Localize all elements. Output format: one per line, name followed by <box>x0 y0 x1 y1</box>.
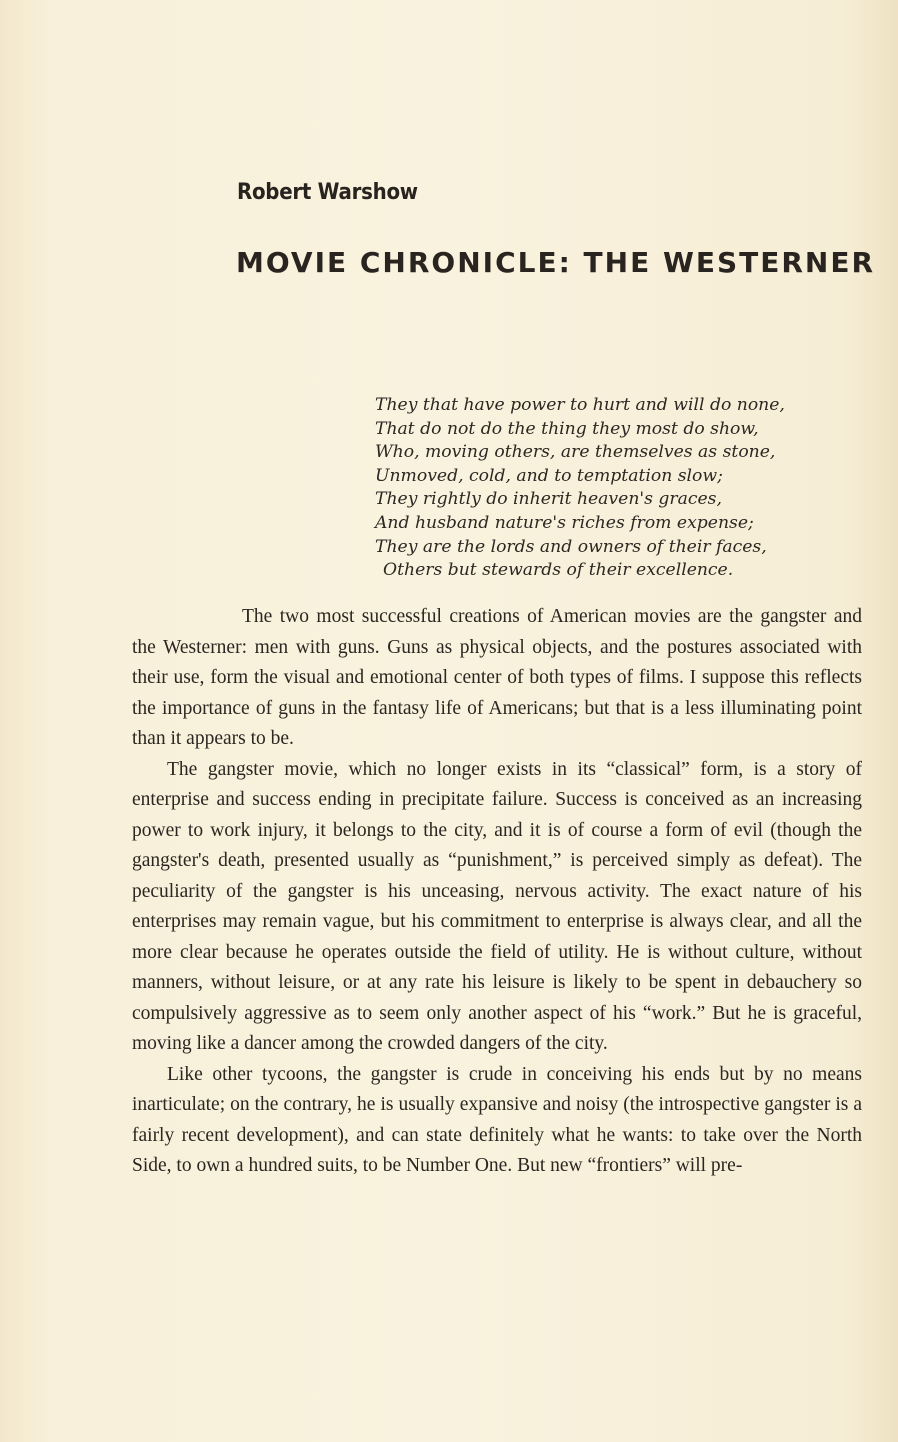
epigraph-line: Unmoved, cold, and to temptation slow; <box>375 465 723 486</box>
epigraph-line: That do not do the thing they most do show, <box>375 418 759 439</box>
epigraph <box>375 394 875 583</box>
article-title: MOVIE CHRONICLE: THE WESTERNER <box>236 246 876 279</box>
epigraph-line: Who, moving others, are themselves as stone, <box>375 442 776 463</box>
body-paragraph: The two most successful creations of American movies are the gangster and the Westerner: men with guns. Guns as physical objects, and the postures associated with their use, form the visual and emotional center of both types of films. I suppose this reflects the importance of guns in the fantasy life of Americans; but that is a less illuminating point than it appears to be. <box>132 606 862 749</box>
epigraph-line: They rightly do inherit heaven's graces, <box>375 489 722 510</box>
epigraph-line: And husband nature's riches from expense; <box>375 512 754 533</box>
epigraph-line: They that have power to hurt and will do none, <box>375 395 785 415</box>
body-text <box>132 602 862 1182</box>
author-name: Robert Warshow <box>237 180 418 205</box>
epigraph-line: Others but stewards of their excellence. <box>383 560 734 581</box>
body-paragraph: Like other tycoons, the gangster is crude in conceiving his ends but by no means inarticulate; on the contrary, he is usually expansive and noisy (the introspective gangster is a fairly recent development), and can state definitely what he wants: to take over the North Side, to own a hundred suits, to be Number One. But new “frontiers” will pre- <box>132 1063 862 1176</box>
body-paragraph: The gangster movie, which no longer exists in its “classical” form, is a story of enterprise and success ending in precipitate failure. Success is conceived as an increasing power to work injury, it belongs to the city, and it is of course a form of evil (though the gangster's death, presented usually as “punishment,” is perceived simply as defeat). The peculiarity of the gangster is his unceasing, nervous activity. The exact nature of his enterprises may remain vague, but his commitment to enterprise is always clear, and all the more clear because he operates outside the field of utility. He is without culture, without manners, without leisure, or at any rate his leisure is likely to be spent in debauchery so compulsively aggressive as to seem only another aspect of his “work.” But he is graceful, moving like a dancer among the crowded dangers of the city. <box>132 758 862 1054</box>
epigraph-line: They are the lords and owners of their faces, <box>375 536 767 557</box>
